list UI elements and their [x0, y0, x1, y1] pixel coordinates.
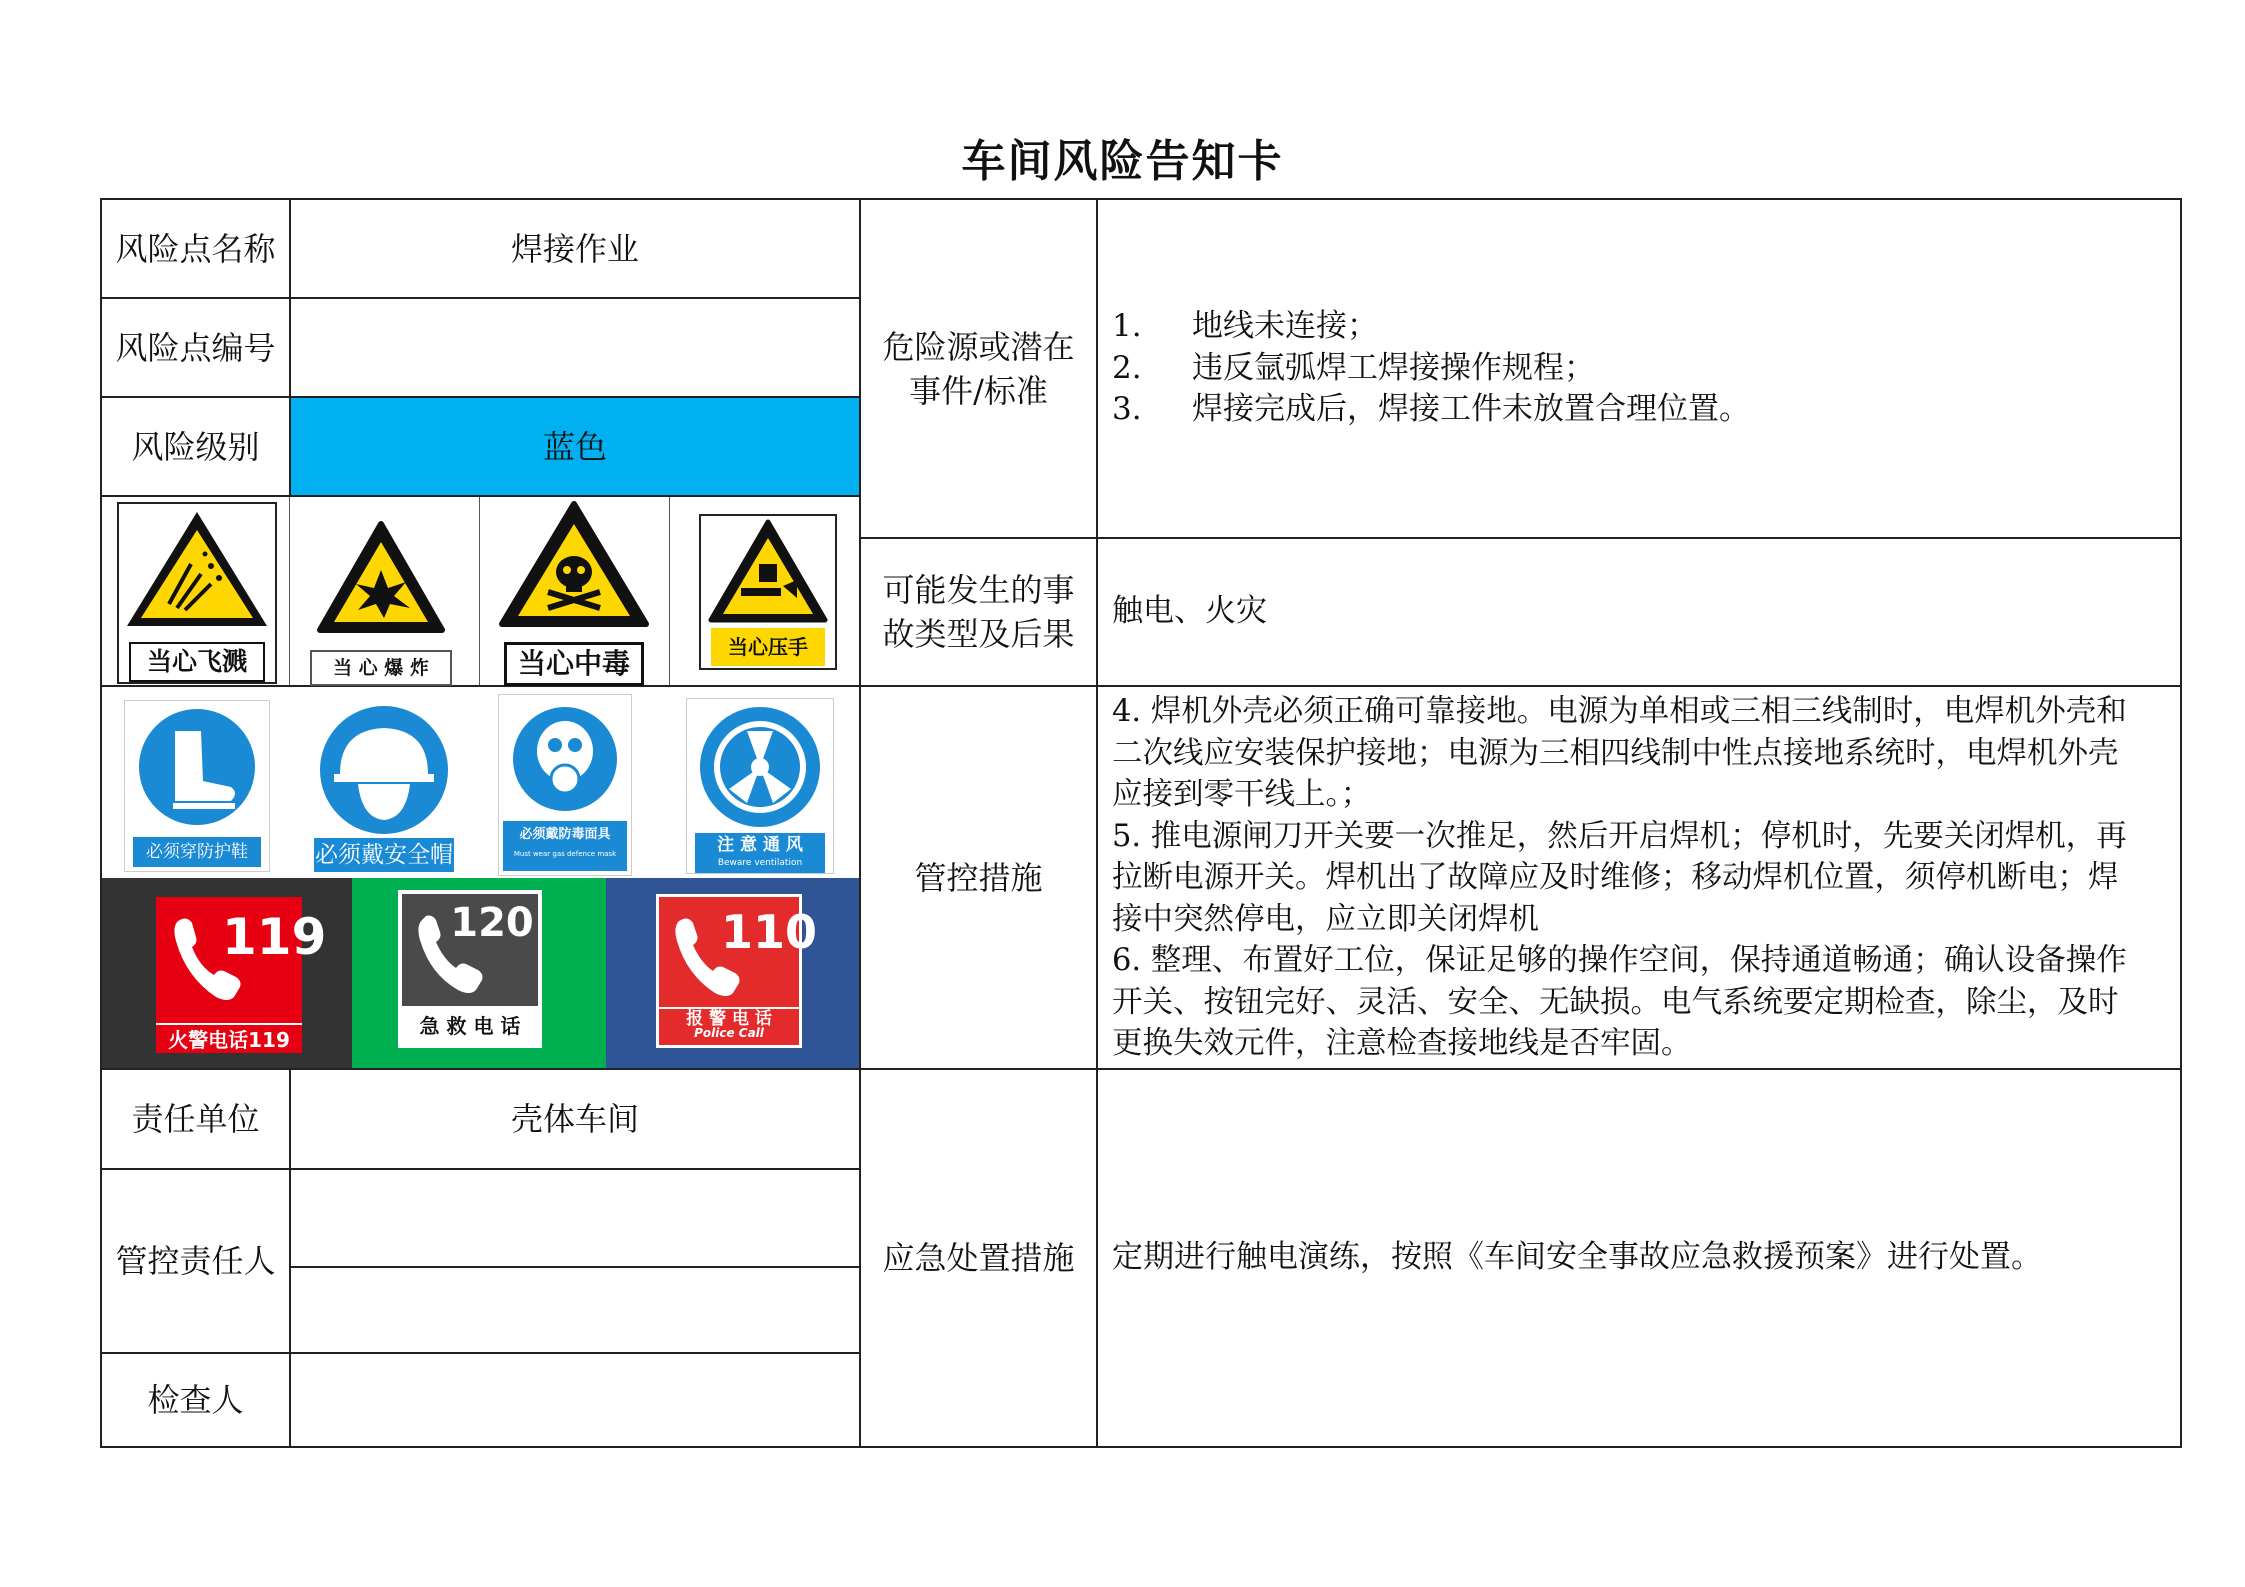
control-measures	[1112, 691, 2174, 1065]
warning-sign-caption: 当心飞溅	[129, 642, 265, 682]
control-line: 更换失效元件，注意检查接地线是否牢固。	[1112, 1026, 1692, 1061]
warning-sign-poison	[498, 500, 650, 686]
warning-sign-explosion	[316, 520, 446, 690]
mandatory-sign-caption: 必须戴防毒面具	[519, 827, 611, 842]
accident-value: 触电、火灾	[1112, 593, 1267, 630]
phone-sign-caption: 急 救 电 话	[419, 1014, 521, 1038]
warning-sign-crush	[699, 514, 837, 670]
risk-code-value	[291, 299, 859, 396]
phone-sign-number: 119	[222, 908, 327, 966]
inspector-label: 检查人	[147, 1381, 244, 1419]
warning-sign-splash	[117, 502, 277, 684]
phone-sign-caption: 火警电话119	[156, 1023, 302, 1055]
control-line: 6. 整理、布置好工位，保证足够的操作空间，保持通道畅通；确认设备操作	[1112, 943, 2127, 978]
unit-value: 壳体车间	[510, 1100, 639, 1138]
emergency-value: 定期进行触电演练，按照《车间安全事故应急救援预案》进行处置。	[1112, 1239, 2042, 1276]
phone-sign-number: 120	[450, 900, 534, 946]
control-label: 管控措施	[914, 858, 1043, 897]
risk-code-label: 风险点编号	[115, 328, 276, 367]
phone-sign-ambulance	[398, 890, 542, 1048]
explosion-warning-icon	[316, 520, 446, 638]
hazard-item: 1. 地线未连接；	[1112, 308, 1378, 344]
hazard-list	[1112, 306, 2172, 431]
mandatory-sign-caption: 注 意 通 风	[717, 835, 803, 855]
risk-name-label: 风险点名称	[115, 229, 276, 268]
splash-warning-icon	[119, 504, 275, 634]
hazard-item: 3. 焊接完成后，焊接工件未放置合理位置。	[1112, 391, 1750, 427]
warning-sign-caption: 当心压手	[711, 628, 825, 666]
control-person-value-1	[291, 1170, 859, 1266]
accident-label: 可能发生的事故类型及后果	[882, 571, 1075, 653]
control-person-label: 管控责任人	[115, 1242, 276, 1280]
phone-sign-police	[656, 894, 818, 1048]
phone-sign-caption: 报 警 电 话	[659, 1007, 799, 1029]
hazard-item: 2. 违反氩弧焊工焊接操作规程；	[1112, 349, 1595, 386]
phone-sign-fire	[156, 897, 327, 1053]
mandatory-sign-subcaption: Beware ventilation	[717, 858, 803, 868]
phone-sign-subcaption: Police Call	[694, 1026, 764, 1040]
phone-sign-number: 110	[721, 905, 818, 959]
page-title: 车间风险告知卡	[961, 136, 1284, 187]
risk-level-value: 蓝色	[542, 427, 607, 466]
risk-level-label: 风险级别	[131, 427, 260, 466]
gasmask-icon	[499, 695, 631, 821]
warning-sign-caption: 当 心 爆 炸	[310, 650, 452, 686]
risk-name-value: 焊接作业	[510, 229, 639, 268]
control-line: 应接到零干线上。；	[1112, 777, 1372, 812]
inspector-value	[291, 1354, 859, 1446]
control-line: 5. 推电源闸刀开关要一次推足，然后开启焊机；停机时，先要关闭焊机，再	[1112, 818, 2127, 854]
control-line: 二次线应安装保护接地；电源为三相四线制中性点接地系统时，电焊机外壳	[1112, 735, 2119, 771]
ventilation-icon	[687, 699, 833, 833]
crush-warning-icon	[701, 516, 835, 628]
control-line: 拉断电源开关。焊机出了故障应及时维修；移动焊机位置，须停机断电；焊	[1112, 860, 2119, 895]
warning-sign-caption: 当心中毒	[504, 642, 644, 686]
shoes-icon	[125, 701, 269, 837]
emergency-label: 应急处置措施	[882, 1239, 1075, 1277]
control-line: 接中突然停电，应立即关闭焊机	[1112, 901, 1539, 937]
mandatory-sign-subcaption: Must wear gas defence mask	[513, 850, 617, 858]
mandatory-sign-helmet	[310, 700, 458, 876]
unit-label: 责任单位	[131, 1100, 260, 1138]
mandatory-sign-gasmask	[498, 694, 632, 876]
control-line: 开关、按钮完好、灵活、安全、无缺损。电气系统要定期检查，除尘，及时	[1112, 984, 2119, 1020]
control-person-value-2	[291, 1268, 859, 1352]
mandatory-sign-ventilation	[686, 698, 834, 874]
mandatory-sign-caption: 必须戴安全帽	[314, 838, 454, 872]
mandatory-sign-shoes	[124, 700, 270, 872]
mandatory-sign-caption: 必须穿防护鞋	[133, 837, 261, 867]
poison-warning-icon	[498, 500, 650, 630]
hazard-label: 危险源或潜在事件/标准	[882, 327, 1075, 410]
helmet-icon	[310, 700, 458, 836]
control-line: 4. 焊机外壳必须正确可靠接地。电源为单相或三相三线制时，电焊机外壳和	[1112, 694, 2127, 729]
